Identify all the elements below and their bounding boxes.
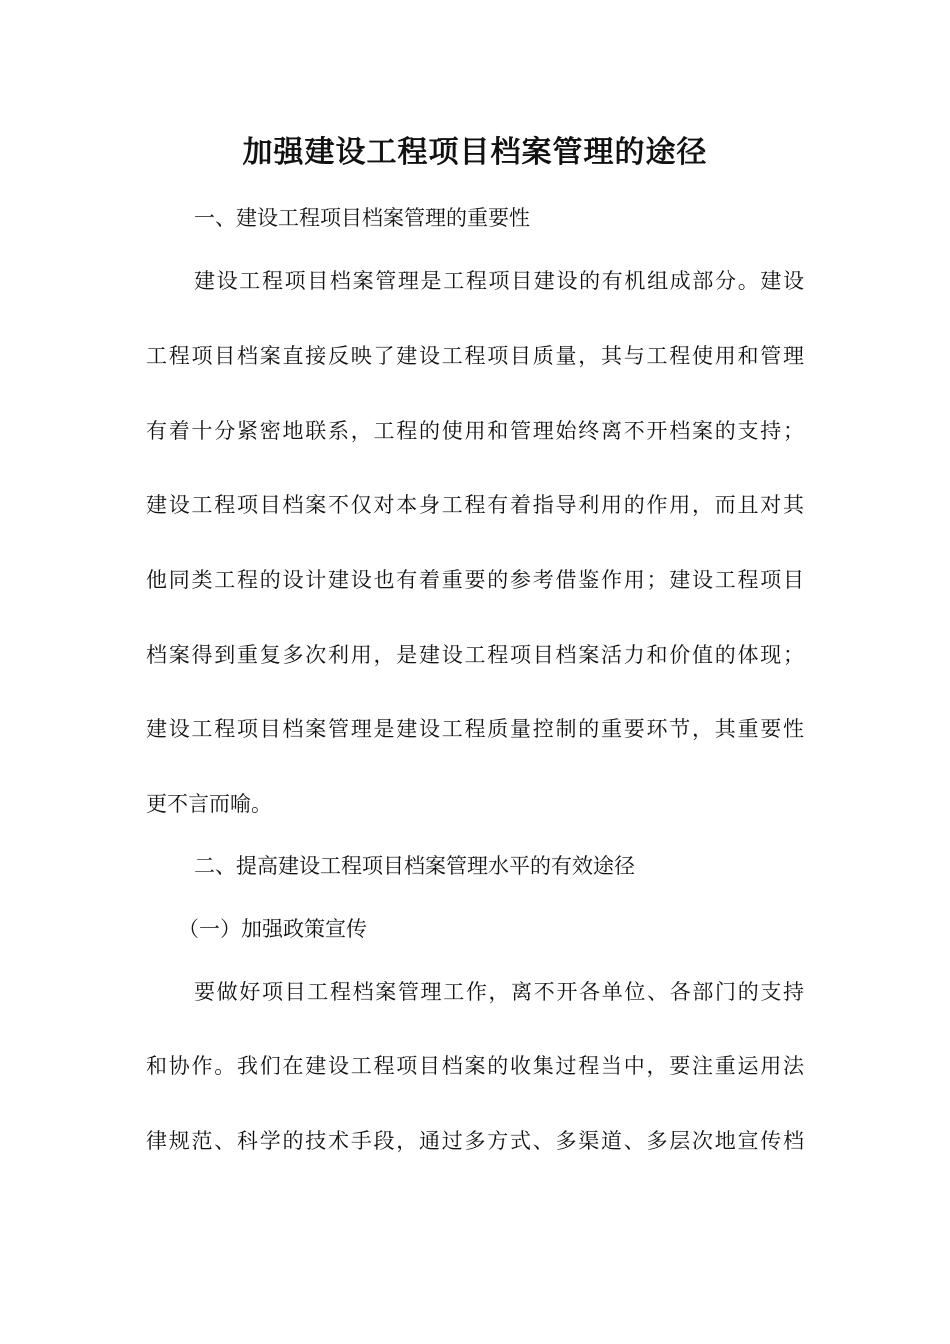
paragraph-2-line: 和协作。我们在建设工程项目档案的收集过程当中，要注重运用法 (146, 1054, 804, 1078)
document-title: 加强建设工程项目档案管理的途径 (242, 135, 708, 170)
paragraph-1-line: 工程项目档案直接反映了建设工程项目质量，其与工程使用和管理 (146, 344, 804, 368)
paragraph-2-line: 律规范、科学的技术手段，通过多方式、多渠道、多层次地宣传档 (146, 1129, 804, 1153)
subsection-heading-1: （一）加强政策宣传 (178, 917, 367, 941)
paragraph-1-last-line: 更不言而喻。 (146, 792, 272, 816)
paragraph-1-line: 他同类工程的设计建设也有着重要的参考借鉴作用；建设工程项目 (146, 568, 804, 592)
section-heading-1: 一、建设工程项目档案管理的重要性 (194, 206, 530, 230)
paragraph-2-line: 要做好项目工程档案管理工作，离不开各单位、各部门的支持 (194, 980, 804, 1004)
paragraph-1-line: 建设工程项目档案管理是建设工程质量控制的重要环节，其重要性 (146, 717, 804, 741)
paragraph-1-line: 档案得到重复多次利用，是建设工程项目档案活力和价值的体现； (146, 643, 804, 667)
section-heading-2: 二、提高建设工程项目档案管理水平的有效途径 (194, 854, 635, 878)
paragraph-1-line: 建设工程项目档案不仅对本身工程有着指导利用的作用，而且对其 (146, 493, 804, 517)
paragraph-1-line: 建设工程项目档案管理是工程项目建设的有机组成部分。建设 (194, 269, 804, 293)
paragraph-1-line: 有着十分紧密地联系，工程的使用和管理始终离不开档案的支持； (146, 419, 804, 443)
